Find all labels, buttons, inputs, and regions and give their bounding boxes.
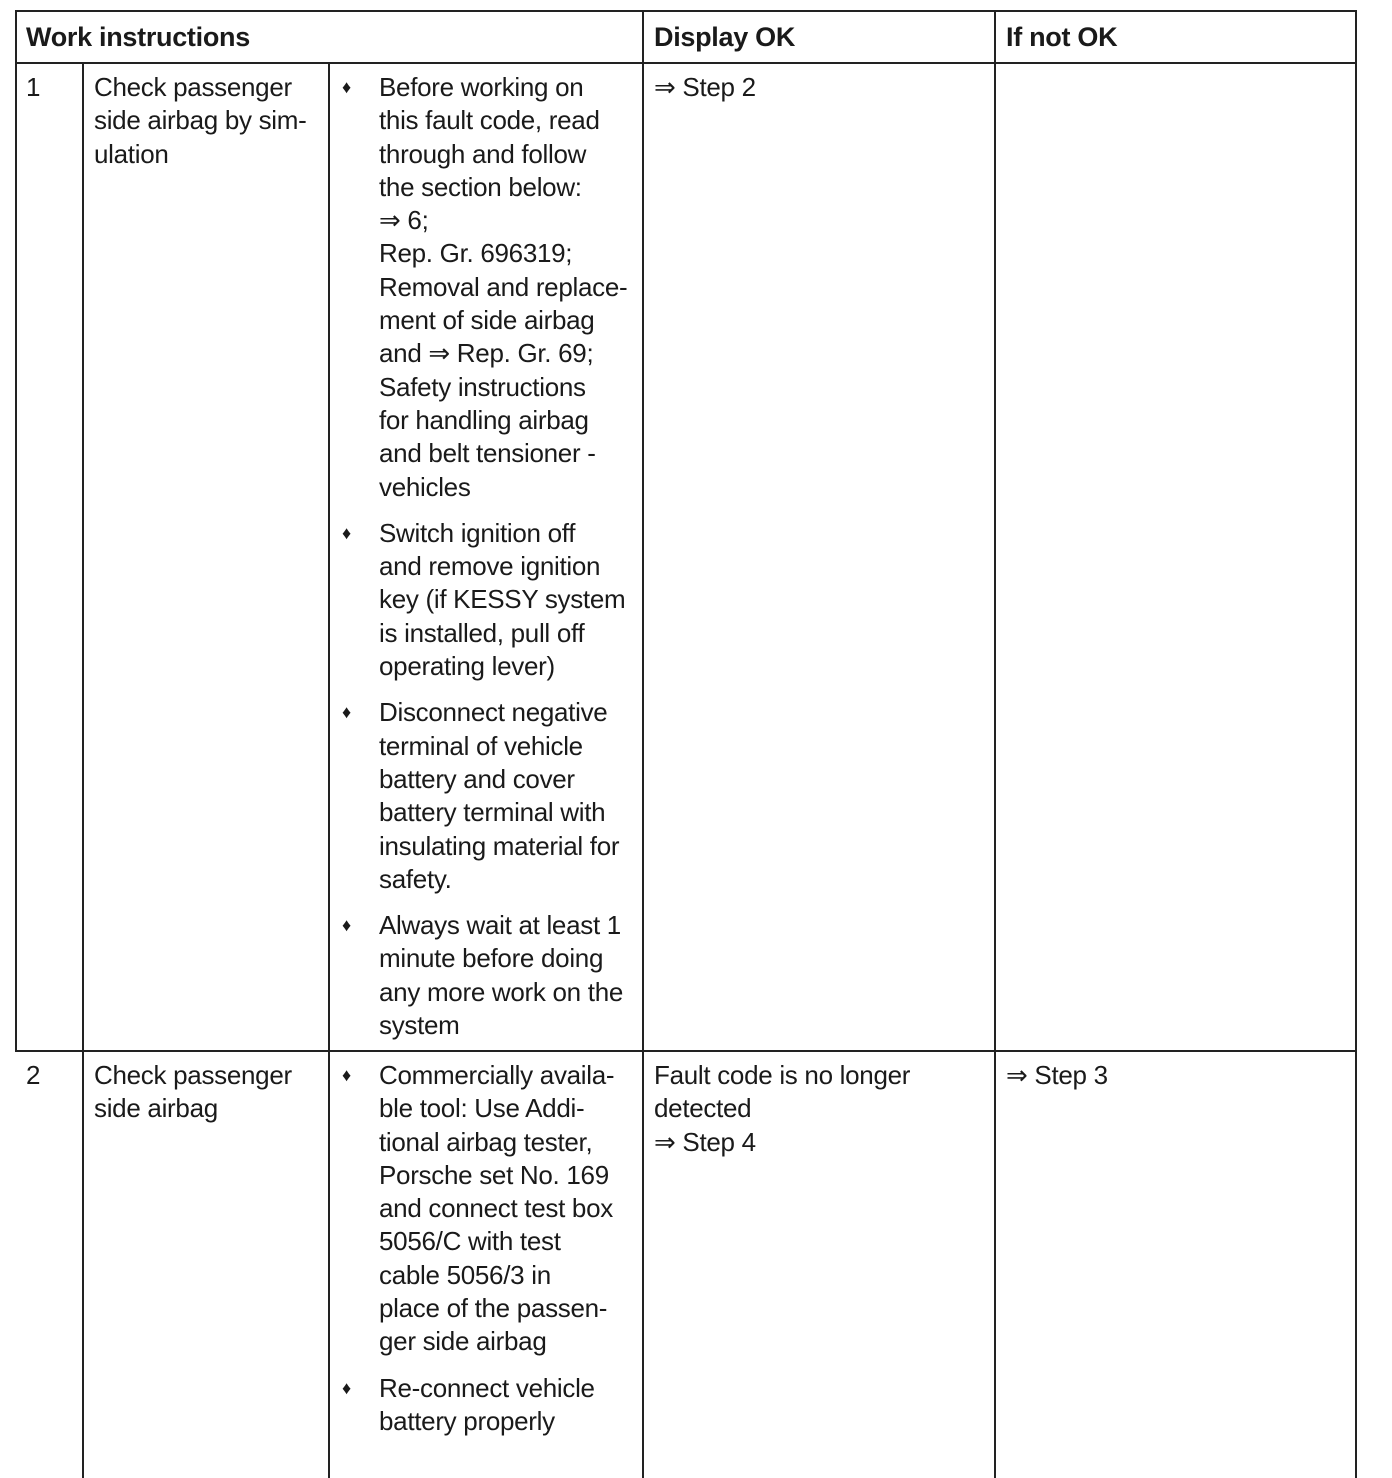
- instruction-line: battery terminal with: [379, 797, 606, 828]
- instruction-item: [339, 696, 635, 896]
- step-title-line: Check passenger: [94, 1060, 292, 1090]
- instruction-line: ger side airbag: [379, 1326, 547, 1357]
- instruction-line: vehicles: [379, 471, 471, 502]
- instruction-line: Disconnect negative: [379, 697, 608, 728]
- instruction-line: the section below:: [379, 171, 582, 202]
- step-number: 2: [26, 1060, 41, 1090]
- instruction-line: Switch ignition off: [379, 517, 576, 548]
- instruction-line: and belt tensioner -: [379, 438, 596, 469]
- step-title-line: side airbag by sim-: [94, 105, 307, 136]
- instruction-line: Always wait at least 1: [379, 910, 621, 941]
- instruction-line: tional airbag tester,: [379, 1126, 593, 1157]
- step-title-line: Check passenger: [94, 72, 292, 102]
- instruction-line: any more work on the: [379, 976, 624, 1007]
- instruction-item: [339, 909, 635, 1042]
- instruction-list: [329, 64, 643, 1050]
- instruction-line: and remove ignition: [379, 551, 601, 582]
- display-ok-line: detected: [654, 1093, 752, 1124]
- instruction-list: [329, 1052, 643, 1478]
- diamond-bullet-icon: ♦: [342, 915, 351, 936]
- instruction-item: [339, 1372, 635, 1439]
- instruction-line: Rep. Gr. 696319;: [379, 238, 573, 269]
- instruction-line: through and follow: [379, 138, 587, 169]
- instruction-line: Safety instructions: [379, 371, 586, 402]
- instruction-line: safety.: [379, 863, 452, 894]
- header-display-ok: Display OK: [654, 22, 796, 52]
- instruction-line: Re-connect vehicle: [379, 1372, 595, 1403]
- instruction-line: terminal of vehicle: [379, 730, 583, 761]
- display-ok-line: Fault code is no longer: [654, 1060, 911, 1090]
- diamond-bullet-icon: ♦: [342, 702, 351, 723]
- step-title-line: ulation: [94, 138, 169, 169]
- display-ok-cell: [643, 64, 995, 1050]
- instruction-line: system: [379, 1010, 460, 1041]
- instruction-item: [339, 1059, 635, 1359]
- instruction-line: place of the passen-: [379, 1293, 608, 1324]
- instruction-line: Porsche set No. 169: [379, 1159, 609, 1190]
- step-number: 1: [26, 72, 41, 102]
- instruction-line: and ⇒ Rep. Gr. 69;: [379, 338, 594, 369]
- instruction-line: ble tool: Use Addi-: [379, 1093, 585, 1124]
- instruction-line: Commercially availa-: [379, 1060, 615, 1090]
- step-title-line: side airbag: [94, 1093, 218, 1124]
- instruction-item: [339, 71, 635, 504]
- instruction-item: [339, 517, 635, 683]
- instruction-line: and connect test box: [379, 1193, 613, 1224]
- instruction-line: ment of side airbag: [379, 305, 595, 336]
- instruction-line: ⇒ 6;: [379, 205, 429, 236]
- step-title: [83, 64, 329, 1050]
- if-not-ok-cell: [995, 1052, 1357, 1478]
- instruction-line: battery and cover: [379, 763, 575, 794]
- step-title: [83, 1052, 329, 1478]
- instruction-line: this fault code, read: [379, 105, 600, 136]
- diamond-bullet-icon: ♦: [342, 1377, 351, 1398]
- display-ok-line: ⇒ Step 4: [654, 1126, 756, 1157]
- if-not-ok-line: ⇒ Step 3: [1006, 1060, 1108, 1090]
- instruction-line: 5056/C with test: [379, 1226, 561, 1257]
- display-ok-line: ⇒ Step 2: [654, 72, 756, 102]
- display-ok-cell: [643, 1052, 995, 1478]
- instruction-line: Before working on: [379, 72, 584, 102]
- instruction-line: cable 5056/3 in: [379, 1259, 551, 1290]
- instruction-line: Removal and replace-: [379, 271, 628, 302]
- instruction-line: battery properly: [379, 1405, 555, 1436]
- instruction-line: operating lever): [379, 651, 555, 682]
- if-not-ok-cell: [995, 64, 1357, 1050]
- header-work-instructions: Work instructions: [26, 22, 250, 52]
- diamond-bullet-icon: ♦: [342, 77, 351, 97]
- instruction-line: is installed, pull off: [379, 617, 585, 648]
- instruction-line: key (if KESSY system: [379, 584, 626, 615]
- header-if-not-ok: If not OK: [1006, 22, 1118, 52]
- instruction-line: minute before doing: [379, 943, 604, 974]
- instruction-line: insulating material for: [379, 830, 620, 861]
- instruction-line: for handling airbag: [379, 404, 589, 435]
- diamond-bullet-icon: ♦: [342, 1065, 351, 1085]
- diamond-bullet-icon: ♦: [342, 522, 351, 543]
